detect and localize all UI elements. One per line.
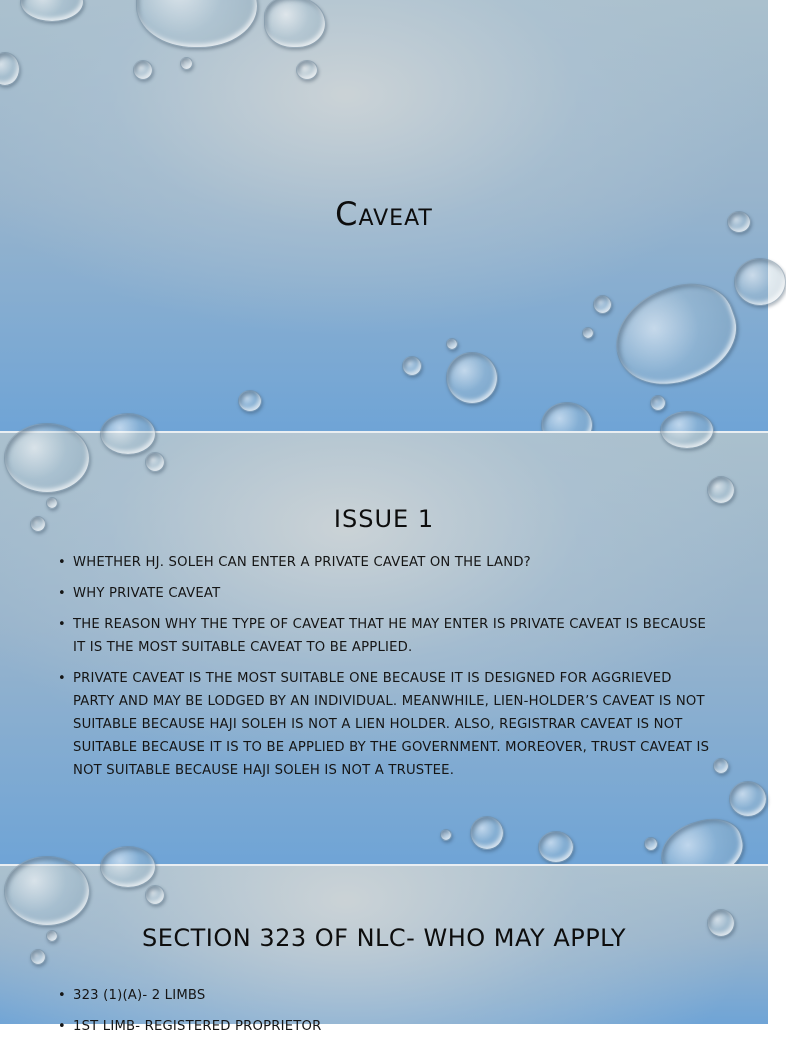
slide-1 [0,0,768,431]
water-drop [136,0,258,48]
bullet-item: • WHETHER HJ. SOLEH CAN ENTER A PRIVATE CAVEAT ON THE LAND? [56,551,716,574]
water-drop [602,270,751,401]
water-drop [145,885,165,905]
water-drop [20,0,84,22]
water-drop [734,258,786,306]
bullet-item: • THE REASON WHY THE TYPE OF CAVEAT THAT HE MAY ENTER IS PRIVATE CAVEAT IS BECAUSE IT IS THE MOST SUITABLE CAVEAT TO BE APPLIED. [56,613,716,659]
water-drop [593,295,612,314]
water-drop [650,395,666,411]
slide-title: SECTION 323 OF NLC- WHO MAY APPLY [141,924,627,952]
slide-3 [0,866,768,1034]
water-drop [729,781,767,817]
water-drop [470,816,504,850]
water-drop [180,57,193,70]
water-drop [100,413,156,455]
water-drop [582,327,594,339]
water-drop [660,411,714,449]
water-drop [264,0,326,48]
bullet-item: • WHY PRIVATE CAVEAT [56,582,716,605]
water-drop [446,338,458,350]
water-drop [145,452,165,472]
water-drop [538,831,574,863]
bullet-item: • PRIVATE CAVEAT IS THE MOST SUITABLE ONE BECAUSE IT IS DESIGNED FOR AGGRIEVED PARTY AND MAY BE LODGED BY AN INDIVIDUAL. MEANWHILE, LIEN-HOLDER’S CAVEAT IS NOT SUITABLE BECAUSE HAJI SOLEH IS NOT A LIEN HOLDER. ALSO, REGISTRAR CAVEAT IS NOT SUITABLE BECAUSE IT IS TO BE APPLIED BY THE GOVERNMENT. MOREOVER, TRUST CAVEAT IS NOT SUITABLE BECAUSE HAJI SOLEH IS NOT A TRUSTEE. [56,667,716,782]
water-drop [296,60,318,80]
bullet-list [56,984,716,1046]
water-drop [133,60,153,80]
bullet-item: • 323 (1)(A)- 2 LIMBS [56,984,716,1007]
water-drop [644,837,658,851]
water-drop [4,423,90,493]
slide-title: Caveat [335,195,433,233]
water-drop [238,390,262,412]
water-drop [446,352,498,404]
water-drop [100,846,156,888]
water-drop [0,52,20,86]
water-drop [440,829,452,841]
bullet-list [56,551,716,790]
slide-title: ISSUE 1 [333,505,435,533]
bullet-item: • 1ST LIMB- REGISTERED PROPRIETOR [56,1015,716,1038]
water-drop [402,356,422,376]
slide-2 [0,433,768,864]
water-drop [707,476,735,504]
water-drop [4,856,90,926]
